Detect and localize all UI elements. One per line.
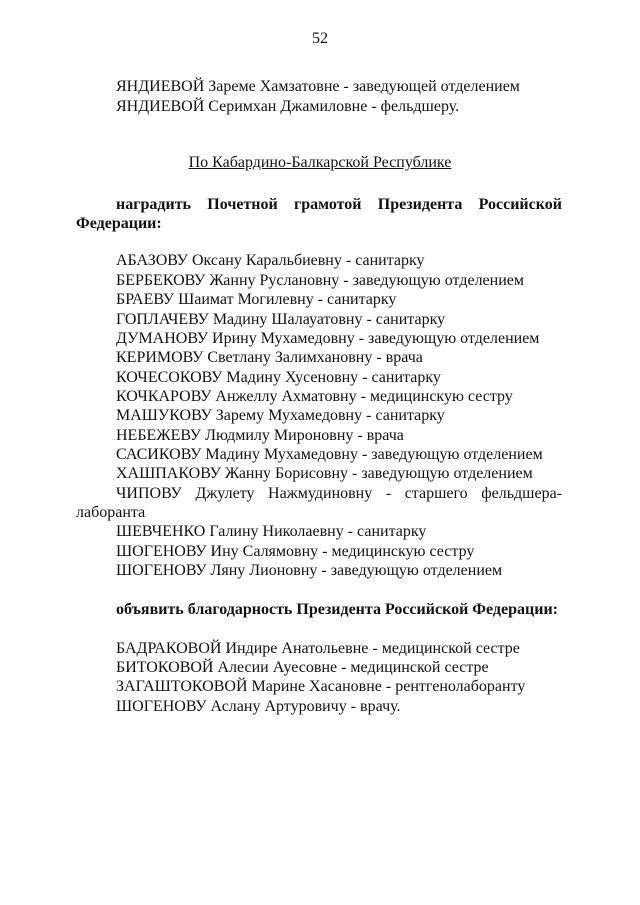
award-heading-word: Почетной (207, 196, 278, 213)
list-item-continuation: лаборанта (76, 504, 146, 521)
intro-line: ЯНДИЕВОЙ Серимхан Джамиловне - фельдшеру. (116, 98, 460, 115)
list-item: ШОГЕНОВУ Ляну Лионовну - заведующую отделением (116, 562, 503, 579)
award-heading-continuation: Федерации: (76, 215, 162, 232)
award-heading (116, 195, 562, 214)
list-item: ШОГЕНОВУ Аслану Артуровичу - врачу. (116, 698, 401, 715)
list-item: ГОПЛАЧЕВУ Мадину Шалауатовну - санитарку (116, 311, 446, 328)
list-item: БРАЕВУ Шаимат Могилевну - санитарку (116, 291, 397, 308)
list-item: ШОГЕНОВУ Ину Салямовну - медицинскую сестру (116, 543, 475, 560)
list-item: КЕРИМОВУ Светлану Залимхановну - врача (116, 349, 423, 366)
list-item-wrapped (116, 484, 562, 503)
wrapped-word: Джулету (195, 485, 255, 502)
award-heading-word: грамотой (294, 196, 362, 213)
wrapped-word: Нажмудиновну (268, 485, 373, 502)
list-item: САСИКОВУ Мадину Мухамедовну - заведующую отделением (116, 446, 543, 463)
wrapped-word: старшего (404, 485, 468, 502)
page-number: 52 (312, 30, 328, 47)
list-item: МАШУКОВУ Зарему Мухамедовну - санитарку (116, 407, 445, 424)
list-item: АБАЗОВУ Оксану Каральбиевну - санитарку (116, 252, 425, 269)
award-heading-word: Российской (478, 196, 562, 213)
award-heading-word: наградить (116, 196, 192, 213)
list-item: БЕРБЕКОВУ Жанну Руслановну - заведующую отделением (116, 272, 524, 289)
list-item: ДУМАНОВУ Ирину Мухамедовну - заведующую отделением (116, 330, 540, 347)
list-item: БИТОКОВОЙ Алесии Ауесовне - медицинской сестре (116, 659, 489, 676)
list-item: КОЧЕСОКОВУ Мадину Хусеновну - санитарку (116, 369, 441, 386)
section-heading: По Кабардино-Балкарской Республике (188, 154, 452, 171)
list-item: БАДРАКОВОЙ Индире Анатольевне - медицинской сестре (116, 640, 520, 657)
list-item: НЕБЕЖЕВУ Людмилу Мироновну - врача (116, 427, 404, 444)
list-item: КОЧКАРОВУ Анжеллу Ахматовну - медицинскую сестру (116, 388, 513, 405)
wrapped-word: - (385, 485, 392, 502)
intro-line: ЯНДИЕВОЙ Зареме Хамзатовне - заведующей отделением (116, 78, 520, 95)
wrapped-word: ЧИПОВУ (116, 485, 182, 502)
list-item: ЗАГАШТОКОВОЙ Марине Хасановне - рентгенолаборанту (116, 678, 526, 695)
list-item: ШЕВЧЕНКО Галину Николаевну - санитарку (116, 523, 427, 540)
list-item: ХАШПАКОВУ Жанну Борисовну - заведующую отделением (116, 465, 533, 482)
gratitude-heading: объявить благодарность Президента Российской Федерации: (116, 601, 558, 618)
award-heading-word: Президента (377, 196, 463, 213)
wrapped-word: фельдшера- (481, 485, 562, 502)
